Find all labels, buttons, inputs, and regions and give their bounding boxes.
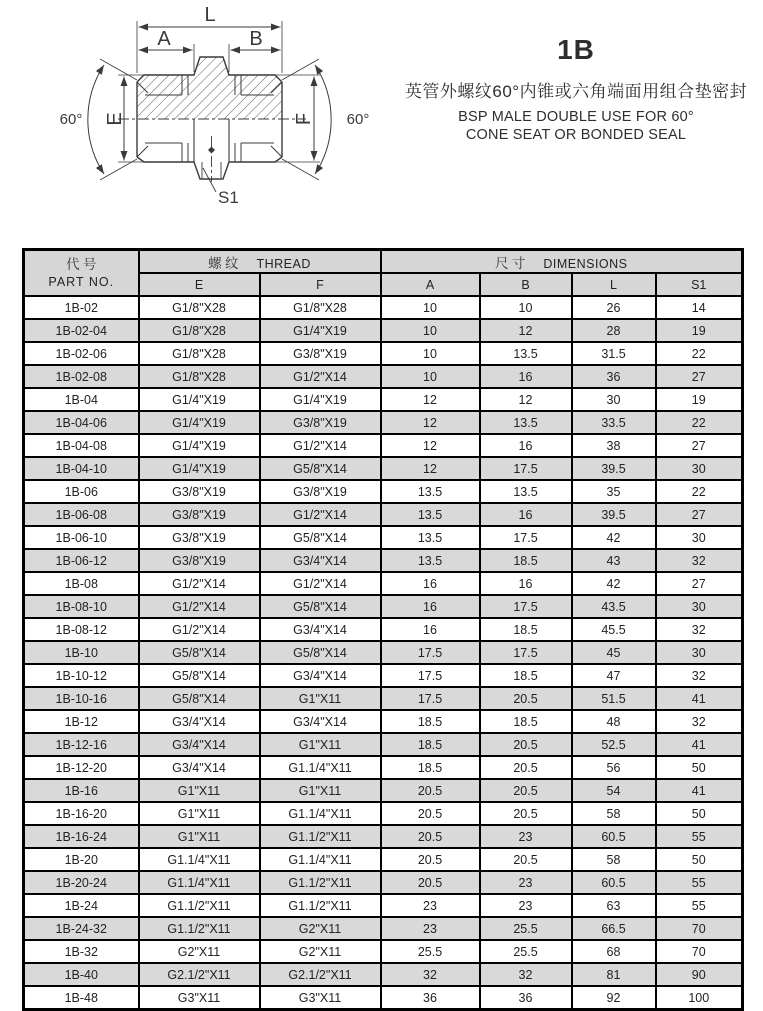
value-cell: G1/4"X19: [139, 388, 260, 411]
value-cell: 13.5: [381, 480, 480, 503]
value-cell: 36: [381, 986, 480, 1010]
table-row: [24, 618, 743, 641]
value-cell: G3/4"X14: [139, 756, 260, 779]
value-cell: 42: [572, 526, 656, 549]
value-cell: G5/8"X14: [260, 526, 381, 549]
value-cell: 30: [572, 388, 656, 411]
part-no-cell: 1B-02: [24, 296, 139, 319]
value-cell: 20.5: [381, 802, 480, 825]
value-cell: G3/4"X14: [260, 664, 381, 687]
part-no-cell: 1B-24-32: [24, 917, 139, 940]
table-row: [24, 963, 743, 986]
value-cell: 41: [656, 687, 743, 710]
table-row: [24, 871, 743, 894]
value-cell: 13.5: [381, 503, 480, 526]
part-no-cell: 1B-12-16: [24, 733, 139, 756]
value-cell: 68: [572, 940, 656, 963]
value-cell: 30: [656, 457, 743, 480]
value-cell: G1.1/2"X11: [260, 894, 381, 917]
col-header-A: A: [381, 273, 480, 296]
table-row: [24, 296, 743, 319]
value-cell: 54: [572, 779, 656, 802]
table-row: [24, 434, 743, 457]
col-header-thread: [139, 250, 381, 274]
value-cell: 20.5: [480, 733, 572, 756]
value-cell: 38: [572, 434, 656, 457]
value-cell: G3/4"X14: [260, 618, 381, 641]
table-row: [24, 986, 743, 1010]
part-no-cell: 1B-02-08: [24, 365, 139, 388]
value-cell: 32: [480, 963, 572, 986]
table-row: [24, 687, 743, 710]
value-cell: G1/8"X28: [139, 296, 260, 319]
table-row: [24, 940, 743, 963]
fitting-technical-drawing: [14, 2, 384, 232]
value-cell: 10: [381, 342, 480, 365]
table-row: [24, 848, 743, 871]
value-cell: 30: [656, 526, 743, 549]
value-cell: 45.5: [572, 618, 656, 641]
table-row: [24, 457, 743, 480]
value-cell: G1"X11: [260, 733, 381, 756]
value-cell: 48: [572, 710, 656, 733]
part-no-cell: 1B-10-12: [24, 664, 139, 687]
value-cell: 16: [480, 503, 572, 526]
value-cell: G1/8"X28: [260, 296, 381, 319]
value-cell: 63: [572, 894, 656, 917]
part-no-cell: 1B-12-20: [24, 756, 139, 779]
value-cell: 12: [480, 388, 572, 411]
value-cell: 32: [656, 664, 743, 687]
value-cell: G1/8"X28: [139, 342, 260, 365]
value-cell: 47: [572, 664, 656, 687]
value-cell: G1/2"X14: [139, 618, 260, 641]
value-cell: 30: [656, 595, 743, 618]
dim-label-F: F: [293, 112, 315, 126]
table-header-row-1: [24, 250, 743, 274]
value-cell: 100: [656, 986, 743, 1010]
value-cell: 16: [381, 572, 480, 595]
table-row: [24, 664, 743, 687]
value-cell: 12: [381, 411, 480, 434]
value-cell: 20.5: [480, 802, 572, 825]
table-row: [24, 319, 743, 342]
value-cell: G5/8"X14: [139, 664, 260, 687]
value-cell: 18.5: [381, 710, 480, 733]
value-cell: 22: [656, 411, 743, 434]
table-row: [24, 641, 743, 664]
col-header-E: E: [139, 273, 260, 296]
s1-leader-line: [203, 168, 216, 192]
value-cell: 70: [656, 940, 743, 963]
value-cell: G3/8"X19: [139, 480, 260, 503]
part-no-cell: 1B-04-06: [24, 411, 139, 434]
value-cell: 35: [572, 480, 656, 503]
value-cell: 18.5: [480, 710, 572, 733]
value-cell: 12: [381, 388, 480, 411]
value-cell: G3/4"X14: [260, 549, 381, 572]
value-cell: 22: [656, 342, 743, 365]
value-cell: G2"X11: [260, 940, 381, 963]
value-cell: G1/8"X28: [139, 365, 260, 388]
value-cell: 30: [656, 641, 743, 664]
value-cell: 17.5: [381, 664, 480, 687]
value-cell: G1/2"X14: [139, 572, 260, 595]
value-cell: 20.5: [381, 848, 480, 871]
value-cell: 36: [480, 986, 572, 1010]
value-cell: 20.5: [480, 779, 572, 802]
part-no-cell: 1B-12: [24, 710, 139, 733]
part-no-cell: 1B-04-08: [24, 434, 139, 457]
value-cell: 20.5: [381, 779, 480, 802]
value-cell: 36: [572, 365, 656, 388]
part-no-cell: 1B-16-24: [24, 825, 139, 848]
value-cell: 26: [572, 296, 656, 319]
table-row: [24, 572, 743, 595]
value-cell: 92: [572, 986, 656, 1010]
table-row: [24, 365, 743, 388]
value-cell: 17.5: [381, 641, 480, 664]
value-cell: 50: [656, 756, 743, 779]
dim-label-E: E: [104, 112, 126, 126]
table-row: [24, 756, 743, 779]
value-cell: 18.5: [480, 664, 572, 687]
value-cell: 17.5: [381, 687, 480, 710]
col-header-part-no: [24, 250, 139, 297]
value-cell: 31.5: [572, 342, 656, 365]
value-cell: 18.5: [480, 549, 572, 572]
value-cell: G1.1/2"X11: [260, 825, 381, 848]
title-english: [396, 109, 756, 144]
value-cell: G2"X11: [139, 940, 260, 963]
value-cell: 17.5: [480, 595, 572, 618]
value-cell: 20.5: [381, 871, 480, 894]
value-cell: 13.5: [480, 342, 572, 365]
table-row: [24, 894, 743, 917]
value-cell: 43: [572, 549, 656, 572]
table-header: [24, 250, 743, 297]
value-cell: 16: [381, 595, 480, 618]
value-cell: 12: [381, 457, 480, 480]
title-block: [396, 36, 756, 144]
value-cell: 50: [656, 802, 743, 825]
dim-label-S1: S1: [218, 188, 239, 207]
value-cell: G1/2"X14: [139, 595, 260, 618]
value-cell: G1/4"X19: [139, 411, 260, 434]
value-cell: 90: [656, 963, 743, 986]
value-cell: 17.5: [480, 641, 572, 664]
value-cell: 51.5: [572, 687, 656, 710]
value-cell: G1/2"X14: [260, 503, 381, 526]
value-cell: 20.5: [381, 825, 480, 848]
value-cell: 81: [572, 963, 656, 986]
value-cell: G1.1/4"X11: [260, 802, 381, 825]
value-cell: 12: [480, 319, 572, 342]
value-cell: G1"X11: [260, 687, 381, 710]
value-cell: 10: [381, 319, 480, 342]
value-cell: G2.1/2"X11: [139, 963, 260, 986]
value-cell: G5/8"X14: [260, 595, 381, 618]
table-row: [24, 595, 743, 618]
value-cell: G3"X11: [260, 986, 381, 1010]
part-no-cell: 1B-10-16: [24, 687, 139, 710]
value-cell: G3/4"X14: [139, 733, 260, 756]
col-header-dimensions-cn: 尺 寸: [494, 255, 526, 271]
part-no-cell: 1B-20-24: [24, 871, 139, 894]
col-header-L: L: [572, 273, 656, 296]
value-cell: G2"X11: [260, 917, 381, 940]
value-cell: 13.5: [480, 411, 572, 434]
value-cell: G3/8"X19: [260, 480, 381, 503]
value-cell: G1/2"X14: [260, 572, 381, 595]
value-cell: G1.1/4"X11: [139, 848, 260, 871]
table-row: [24, 917, 743, 940]
value-cell: G5/8"X14: [139, 687, 260, 710]
value-cell: 41: [656, 779, 743, 802]
value-cell: 58: [572, 848, 656, 871]
part-no-cell: 1B-08: [24, 572, 139, 595]
col-header-B: B: [480, 273, 572, 296]
table-row: [24, 480, 743, 503]
dim-label-B: B: [249, 28, 263, 50]
value-cell: 28: [572, 319, 656, 342]
table-row: [24, 503, 743, 526]
value-cell: G3/8"X19: [139, 503, 260, 526]
value-cell: 19: [656, 319, 743, 342]
part-no-cell: 1B-06-10: [24, 526, 139, 549]
part-no-cell: 1B-16: [24, 779, 139, 802]
value-cell: G1.1/4"X11: [139, 871, 260, 894]
value-cell: 18.5: [381, 733, 480, 756]
part-no-cell: 1B-04-10: [24, 457, 139, 480]
table-row: [24, 825, 743, 848]
value-cell: 18.5: [480, 618, 572, 641]
value-cell: 17.5: [480, 526, 572, 549]
value-cell: G1"X11: [139, 825, 260, 848]
col-header-part-no-en: PART NO.: [48, 274, 115, 289]
section-hatching: [137, 57, 282, 119]
value-cell: 32: [656, 549, 743, 572]
value-cell: G3/8"X19: [260, 411, 381, 434]
value-cell: G1/4"X19: [260, 319, 381, 342]
value-cell: 20.5: [480, 687, 572, 710]
col-header-thread-en: THREAD: [256, 256, 311, 271]
value-cell: 13.5: [480, 480, 572, 503]
dim-label-A: A: [157, 28, 171, 50]
value-cell: 33.5: [572, 411, 656, 434]
value-cell: 41: [656, 733, 743, 756]
value-cell: G1.1/2"X11: [139, 917, 260, 940]
table-row: [24, 342, 743, 365]
col-header-thread-cn: 螺 纹: [208, 255, 239, 271]
value-cell: 10: [480, 296, 572, 319]
part-no-cell: 1B-20: [24, 848, 139, 871]
value-cell: G1/2"X14: [260, 434, 381, 457]
value-cell: 16: [480, 434, 572, 457]
value-cell: 23: [480, 871, 572, 894]
col-header-dimensions: [381, 250, 743, 274]
value-cell: 16: [381, 618, 480, 641]
table-row: [24, 526, 743, 549]
title-chinese: 英管外螺纹60°内锥或六角端面用组合垫密封: [404, 82, 748, 101]
value-cell: 32: [656, 618, 743, 641]
value-cell: 13.5: [381, 526, 480, 549]
value-cell: G3/4"X14: [139, 710, 260, 733]
part-no-cell: 1B-02-06: [24, 342, 139, 365]
dim-label-L: L: [204, 4, 216, 26]
value-cell: G1/2"X14: [260, 365, 381, 388]
col-header-F: F: [260, 273, 381, 296]
part-no-cell: 1B-06-08: [24, 503, 139, 526]
value-cell: 10: [381, 365, 480, 388]
value-cell: 22: [656, 480, 743, 503]
value-cell: G1"X11: [139, 802, 260, 825]
value-cell: 10: [381, 296, 480, 319]
value-cell: 27: [656, 503, 743, 526]
value-cell: G1.1/2"X11: [139, 894, 260, 917]
value-cell: 25.5: [381, 940, 480, 963]
value-cell: 66.5: [572, 917, 656, 940]
value-cell: 20.5: [480, 848, 572, 871]
value-cell: G1/4"X19: [260, 388, 381, 411]
table-row: [24, 549, 743, 572]
part-no-cell: 1B-10: [24, 641, 139, 664]
table-row: [24, 411, 743, 434]
part-no-cell: 1B-48: [24, 986, 139, 1010]
value-cell: 14: [656, 296, 743, 319]
value-cell: G5/8"X14: [260, 457, 381, 480]
angle-label-left: 60°: [59, 111, 83, 128]
value-cell: G3/8"X19: [260, 342, 381, 365]
value-cell: G3/4"X14: [260, 710, 381, 733]
value-cell: G1"X11: [260, 779, 381, 802]
value-cell: 55: [656, 825, 743, 848]
part-no-cell: 1B-08-10: [24, 595, 139, 618]
value-cell: G1"X11: [139, 779, 260, 802]
value-cell: 52.5: [572, 733, 656, 756]
part-no-cell: 1B-04: [24, 388, 139, 411]
value-cell: 23: [480, 894, 572, 917]
value-cell: 27: [656, 434, 743, 457]
part-no-cell: 1B-08-12: [24, 618, 139, 641]
value-cell: 20.5: [480, 756, 572, 779]
value-cell: G3/8"X19: [139, 526, 260, 549]
dimensions-table: [22, 248, 744, 1011]
value-cell: G1.1/4"X11: [260, 848, 381, 871]
table-row: [24, 733, 743, 756]
value-cell: 25.5: [480, 917, 572, 940]
value-cell: 13.5: [381, 549, 480, 572]
table-body: [24, 296, 743, 1010]
value-cell: 25.5: [480, 940, 572, 963]
value-cell: 58: [572, 802, 656, 825]
value-cell: 32: [381, 963, 480, 986]
title-english-line2: CONE SEAT OR BONDED SEAL: [465, 126, 687, 143]
value-cell: G2.1/2"X11: [260, 963, 381, 986]
value-cell: 23: [480, 825, 572, 848]
value-cell: 60.5: [572, 825, 656, 848]
value-cell: 45: [572, 641, 656, 664]
value-cell: G3"X11: [139, 986, 260, 1010]
value-cell: G1.1/4"X11: [260, 756, 381, 779]
table-row: [24, 710, 743, 733]
value-cell: 70: [656, 917, 743, 940]
value-cell: G1/8"X28: [139, 319, 260, 342]
value-cell: 17.5: [480, 457, 572, 480]
value-cell: 23: [381, 894, 480, 917]
part-no-cell: 1B-16-20: [24, 802, 139, 825]
angle-label-right: 60°: [346, 111, 370, 128]
value-cell: G5/8"X14: [139, 641, 260, 664]
part-no-cell: 1B-40: [24, 963, 139, 986]
part-no-cell: 1B-02-04: [24, 319, 139, 342]
value-cell: 27: [656, 572, 743, 595]
table-row: [24, 779, 743, 802]
value-cell: 42: [572, 572, 656, 595]
table-row: [24, 802, 743, 825]
model-code: 1B: [557, 34, 595, 65]
value-cell: 39.5: [572, 503, 656, 526]
value-cell: 50: [656, 848, 743, 871]
value-cell: G3/8"X19: [139, 549, 260, 572]
value-cell: 39.5: [572, 457, 656, 480]
value-cell: 56: [572, 756, 656, 779]
value-cell: 55: [656, 871, 743, 894]
value-cell: 18.5: [381, 756, 480, 779]
value-cell: G1/4"X19: [139, 457, 260, 480]
value-cell: 60.5: [572, 871, 656, 894]
title-english-line1: BSP MALE DOUBLE USE FOR 60°: [458, 109, 694, 125]
table-row: [24, 388, 743, 411]
col-header-dimensions-en: DIMENSIONS: [543, 256, 628, 271]
value-cell: 55: [656, 894, 743, 917]
col-header-part-no-cn: 代 号: [66, 257, 97, 273]
col-header-S1: S1: [656, 273, 743, 296]
value-cell: 23: [381, 917, 480, 940]
value-cell: 27: [656, 365, 743, 388]
value-cell: 12: [381, 434, 480, 457]
part-no-cell: 1B-06: [24, 480, 139, 503]
part-no-cell: 1B-24: [24, 894, 139, 917]
value-cell: 16: [480, 572, 572, 595]
value-cell: 16: [480, 365, 572, 388]
value-cell: G1/4"X19: [139, 434, 260, 457]
value-cell: G5/8"X14: [260, 641, 381, 664]
value-cell: G1.1/2"X11: [260, 871, 381, 894]
part-no-cell: 1B-06-12: [24, 549, 139, 572]
value-cell: 32: [656, 710, 743, 733]
value-cell: 19: [656, 388, 743, 411]
value-cell: 43.5: [572, 595, 656, 618]
part-no-cell: 1B-32: [24, 940, 139, 963]
